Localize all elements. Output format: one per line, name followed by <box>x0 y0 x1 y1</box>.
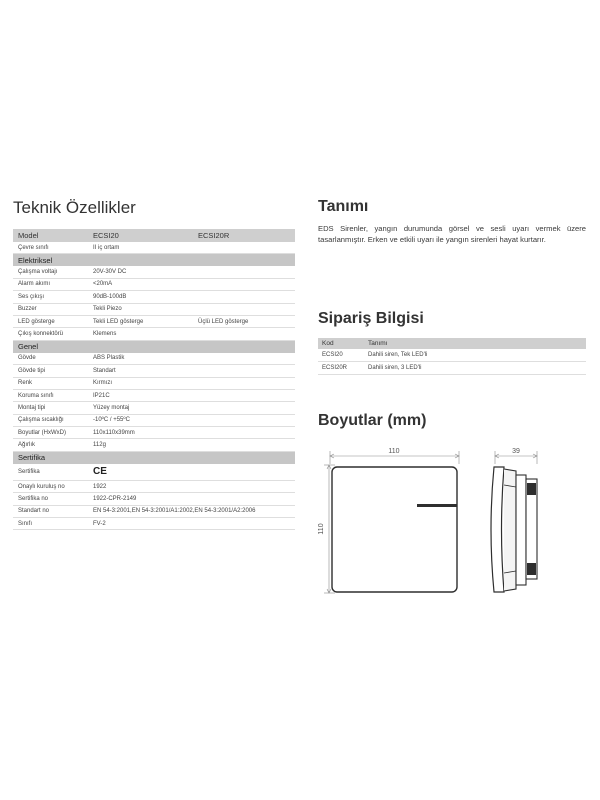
row-label: Buzzer <box>13 303 88 315</box>
height-label: 110 <box>318 523 325 535</box>
row-value-b <box>193 242 295 254</box>
row-value: Kırmızı <box>88 377 295 389</box>
row-label: Onaylı kuruluş no <box>13 480 88 492</box>
table-row <box>13 328 295 340</box>
table-row <box>13 303 295 315</box>
row-value: <20mA <box>88 278 193 290</box>
row-label: Sınıfı <box>13 518 88 530</box>
table-row <box>13 493 295 505</box>
specs-table <box>13 229 295 530</box>
row-value-b <box>193 291 295 303</box>
row-label: Renk <box>13 377 88 389</box>
led-slot <box>417 504 457 507</box>
table-row <box>13 414 295 426</box>
description-title: Tanımı <box>318 198 369 215</box>
section-title: Sertifika <box>13 451 295 464</box>
row-value: 1922 <box>88 480 295 492</box>
row-value: Klemens <box>88 328 193 340</box>
row-value: Yüzey montaj <box>88 402 295 414</box>
row-label: Çalışma sıcaklığı <box>13 414 88 426</box>
row-label: Standart no <box>13 505 88 517</box>
row-value: ABS Plastik <box>88 353 295 365</box>
row-value: 110x110x39mm <box>88 427 295 439</box>
row-label: Çıkış konnektörü <box>13 328 88 340</box>
section-header-electrical <box>13 254 295 267</box>
table-row <box>13 278 295 290</box>
row-label: Montaj tipi <box>13 402 88 414</box>
order-table <box>318 338 586 375</box>
row-value-b <box>193 303 295 315</box>
row-value: -10ºC / +55ºC <box>88 414 295 426</box>
table-row <box>13 315 295 327</box>
table-row <box>13 464 295 481</box>
ce-mark-icon: CE <box>93 466 107 478</box>
row-value: Standart <box>88 365 295 377</box>
table-row <box>13 439 295 451</box>
row-value: 90dB-100dB <box>88 291 193 303</box>
row-value: 112g <box>88 439 295 451</box>
table-row <box>13 291 295 303</box>
row-label: Koruma sınıfı <box>13 389 88 401</box>
order-title: Sipariş Bilgisi <box>318 310 424 327</box>
table-row <box>13 480 295 492</box>
row-value: Tekli LED gösterge <box>88 315 193 327</box>
row-value-b <box>193 278 295 290</box>
row-value-b <box>193 328 295 340</box>
section-title: Elektriksel <box>13 254 295 267</box>
description-text: EDS Sirenler, yangın durumunda görsel ve sesli uyarı vermek üzere tasarlanmıştır. Erken ve etkili uyarı ile yangın sirenleri hayat kurtarır. <box>318 224 586 245</box>
table-row <box>13 353 295 365</box>
model-row <box>13 229 295 242</box>
row-value: EN 54-3:2001,EN 54-3:2001/A1:2002,EN 54-3:2001/A2:2006 <box>88 505 295 517</box>
depth-label: 39 <box>512 448 520 455</box>
row-value: 1922-CPR-2149 <box>88 493 295 505</box>
table-row <box>13 427 295 439</box>
order-header-code: Kod <box>318 338 364 349</box>
device-front-view <box>332 467 457 592</box>
device-side-view <box>491 467 537 592</box>
row-label: Ağırlık <box>13 439 88 451</box>
row-label: Alarm akımı <box>13 278 88 290</box>
model-b: ECSI20R <box>193 229 295 242</box>
row-label: Gövde tipi <box>13 365 88 377</box>
row-value: 20V-30V DC <box>88 266 193 278</box>
width-label: 110 <box>388 448 400 455</box>
row-label: Ses çıkışı <box>13 291 88 303</box>
row-label: Gövde <box>13 353 88 365</box>
section-header-certification <box>13 451 295 464</box>
section-title: Genel <box>13 340 295 353</box>
row-value: FV-2 <box>88 518 295 530</box>
row-label: Çalışma voltajı <box>13 266 88 278</box>
order-desc: Dahili siren, Tek LED'li <box>364 349 586 362</box>
table-row <box>13 518 295 530</box>
table-row <box>13 377 295 389</box>
table-row <box>13 402 295 414</box>
row-label: Sertifika no <box>13 493 88 505</box>
table-row <box>318 349 586 362</box>
table-row <box>13 266 295 278</box>
specs-title: Teknik Özellikler <box>13 198 136 217</box>
table-row <box>13 505 295 517</box>
dimension-drawing <box>318 445 588 605</box>
row-value <box>88 464 295 481</box>
table-row <box>318 362 586 375</box>
row-label: Boyutlar (HxWxD) <box>13 427 88 439</box>
order-code: ECSI20 <box>318 349 364 362</box>
row-value-b <box>193 266 295 278</box>
row-value-b: Üçlü LED gösterge <box>193 315 295 327</box>
row-value: IP21C <box>88 389 295 401</box>
order-code: ECSI20R <box>318 362 364 375</box>
table-row <box>13 389 295 401</box>
section-header-general <box>13 340 295 353</box>
table-row <box>13 242 295 254</box>
row-label: Sertifika <box>13 464 88 481</box>
technical-specs <box>13 197 295 530</box>
order-desc: Dahili siren, 3 LED'li <box>364 362 586 375</box>
model-a: ECSI20 <box>88 229 193 242</box>
table-row <box>13 365 295 377</box>
row-label: LED gösterge <box>13 315 88 327</box>
order-header-desc: Tanımı <box>364 338 586 349</box>
row-value: Tekli Piezo <box>88 303 193 315</box>
order-header-row <box>318 338 586 349</box>
model-label: Model <box>13 229 88 242</box>
row-label: Çevre sınıfı <box>13 242 88 254</box>
dimensions-title: Boyutlar (mm) <box>318 412 427 429</box>
row-value: II iç ortam <box>88 242 193 254</box>
